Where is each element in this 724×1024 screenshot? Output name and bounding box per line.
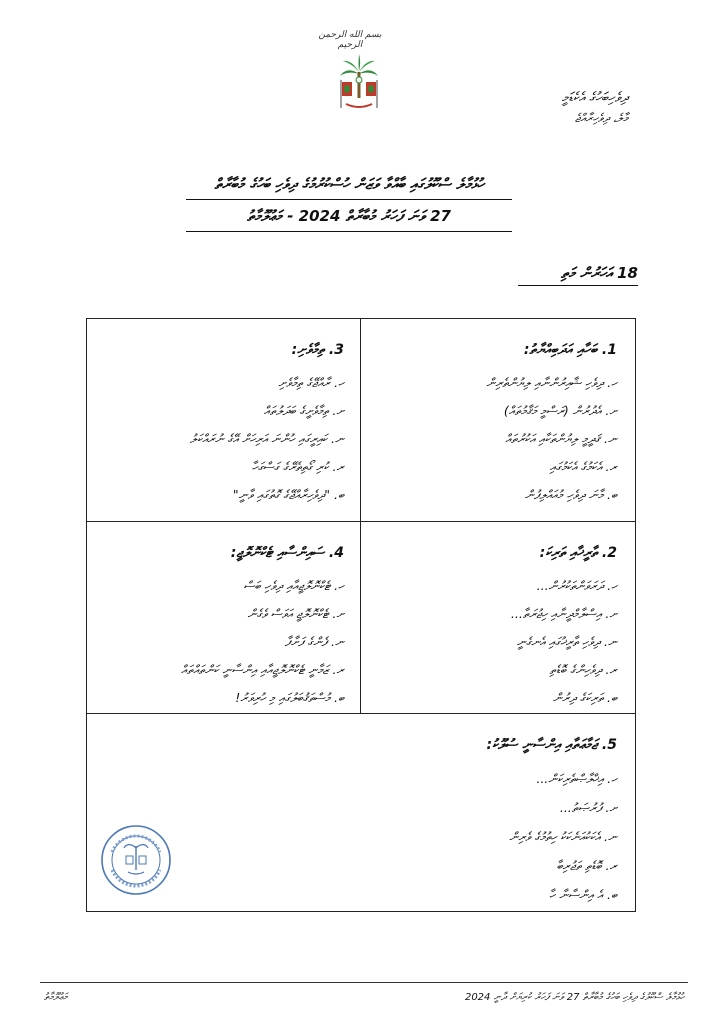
title-line-1: ހުޅުމާލެ ސްކޫލުގައި ބާއްވާ ވަޒަން ހުސްކުރުމުގެ ދިވެހި ބަހުގެ މުބާރާތް — [186, 172, 512, 200]
category-item: ބ. މުސްތަޤުބަލުގައި މި ހުރިވަރު! — [235, 690, 344, 705]
category-item: ށ. އެދުރުން (ރަސްމީ މަޤާމުތައް) — [503, 403, 617, 418]
department-name: ދިވެހިބަހުގެ އެކެޑަމީ — [561, 90, 628, 106]
document-title — [186, 172, 512, 232]
basmala: بسم الله الرحمن الرحيم — [318, 30, 382, 50]
state-emblem-icon — [336, 52, 382, 114]
category-item: ބ. އެ އިންސާނާ ހާ — [549, 887, 617, 902]
category-item: ނ. ޤަދީމީ ލިޔުންތަކާއި އަކުރުތައް — [505, 431, 617, 446]
category-title: 1. ބަހާއި އަދަބިއްޔާތު: — [523, 342, 617, 358]
category-title: 2. ތާރީޚާއި ތަރިކަ: — [539, 545, 617, 561]
category-cell-2 — [360, 522, 635, 714]
category-item: ރ. އެކަމުގެ އެކަމުގައި — [549, 459, 617, 474]
category-item: ށ. ޓެކްނޮލޮޖީ އަވަސް ވެގެން — [247, 606, 344, 621]
category-cell-1 — [360, 319, 635, 522]
category-item: ނ. ދިވެހި ތާރީޚުގައި އެނގެނީ — [516, 634, 617, 649]
category-title: 4. ސައިންސާއި ޓެކްނޮލޮޖީ: — [230, 545, 344, 561]
category-item: ބ. ތަރިކަގެ ދިރުން — [553, 690, 617, 705]
category-item: ބ. "ދިވެހިރާއްޖޭގެ ގޮތުގައި ވާނީ" — [232, 487, 344, 502]
category-item: ށ. ތިމާވެށީގެ ބަދަލުތައް — [263, 403, 344, 418]
category-item: ރ. ކުރި ގޯތިތެރޭގެ ގަސްގަހާ — [251, 459, 344, 474]
category-item: ނ. ފެންގެ ފަށާފާ — [284, 634, 344, 649]
category-item: ހ. ދިވެހި ޝާއިރުންނާއި ލިޔުންތެރިން — [486, 375, 617, 390]
category-item: ރ. ޒަމާނީ ޓެކްނޮލޮޖީއާއި އިންސާނީ ކަންތައްތައް — [180, 662, 344, 677]
department-block — [428, 88, 628, 128]
category-item: ހ. ދަރަވަންތަކުރުން... — [536, 578, 617, 593]
category-item: ހ. ރާއްޖޭގެ ތިމާވެށި — [278, 375, 344, 390]
category-item: ހ. އިޚްލާޞްތެރިކަން... — [536, 771, 617, 786]
category-cell-4 — [87, 522, 362, 714]
category-title: 3. ތިމާވެށި: — [291, 342, 344, 358]
category-grid — [86, 318, 636, 912]
category-item: ނ. އެކަކުއަނެކަކު ހިތުމުގެ ވެރިން — [509, 829, 617, 844]
footer-divider — [40, 982, 688, 983]
category-item: ހ. ޓެކްނޮލޮޖީއާއި ދިވެހި ބަސް — [243, 578, 344, 593]
age-group-label: 18 އަހަރުން މަތި — [518, 264, 638, 286]
title-line-2: 27 ވަނަ ފަހަރު މުބާރާތް 2024 - މަޢުލޫމާތު — [186, 204, 512, 232]
category-item: ބ. މާނަ ދިވެހި މުއައްލިފުން — [524, 487, 617, 502]
category-item: ރ. ބޮޑެތި ތަޖުރިބާ — [556, 858, 617, 873]
footer-left-text: މަޢުލޫމާތު — [44, 992, 68, 1003]
category-item: ށ. ފުރުޞަތު... — [559, 800, 617, 815]
category-title: 5. ޖަމާޢަތާއި އިންސާނީ ސުލޫކު: — [486, 737, 617, 753]
department-location: މާލެ، ދިވެހިރާއްޖެ — [574, 111, 628, 125]
category-item: ރ. ދިވެހިންގެ ބޮޑެތި — [549, 662, 617, 677]
official-seal-icon — [100, 824, 172, 896]
category-item: ށ. އިސްލާމްދީނާއި ހިޖުރަތާ... — [510, 606, 617, 621]
category-item: ނ. ކައިރީގައި ހުންނަ އަރިހަށް އޭގެ ނުރައްކަލު — [189, 431, 344, 446]
footer-right-text: ހުޅުމާލެ ސްކޫލުގެ ދިވެހި ބަހުގެ މުބާރާތް 27 ވަނަ ފަހަރު ކުރިޔަށް ދާނީ 2024 — [464, 992, 684, 1003]
category-cell-3 — [87, 319, 362, 522]
